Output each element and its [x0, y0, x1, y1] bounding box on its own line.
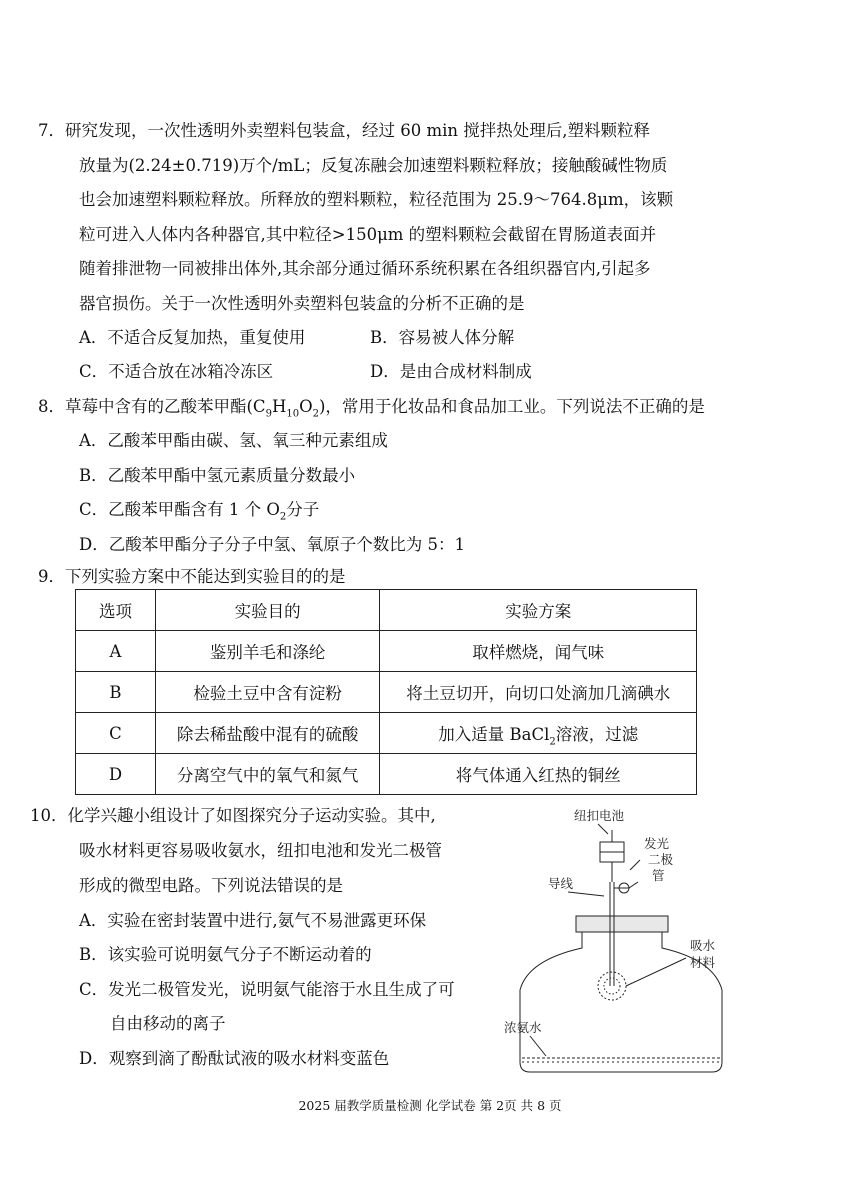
table-row: [76, 631, 697, 672]
header-goal: 实验目的: [155, 590, 380, 631]
q7-option-b: B．容易被人体分解: [370, 328, 515, 347]
q8-option-d: D．乙酸苯甲酯分子分子中氢、氧原子个数比为 5：1: [79, 535, 465, 554]
cell-goal: 检验土豆中含有淀粉: [155, 672, 380, 713]
cell-option: D: [76, 754, 156, 795]
cell-plan: 将气体通入红热的铜丝: [380, 754, 697, 795]
q8-option-a: A．乙酸苯甲酯由碳、氢、氧三种元素组成: [79, 431, 388, 450]
header-plan: 实验方案: [380, 590, 697, 631]
stopper: [576, 916, 668, 932]
label-absorbent-2: 材料: [690, 955, 716, 970]
q8-option-c: C．乙酸苯甲酯含有 1 个 $O_2$分子: [79, 500, 320, 523]
cell-goal: 分离空气中的氧气和氮气: [155, 754, 380, 795]
q10-option-c: C．发光二极管发光，说明氨气能溶于水且生成了可: [79, 980, 455, 999]
q10-stem-line: 10．化学兴趣小组设计了如图探究分子运动实验。其中,: [30, 806, 436, 825]
label-ammonia: 浓氨水: [504, 1020, 542, 1035]
q7-option-c: C．不适合放在冰箱冷冻区: [79, 362, 274, 381]
cell-plan: 取样燃烧，闻气味: [380, 631, 697, 672]
absorbent-material: [598, 972, 626, 1000]
q7-stem-line: 随着排泄物一同被排出体外,其余部分通过循环系统积累在各组织器官内,引起多: [79, 259, 651, 278]
table-row: [76, 713, 697, 754]
q7-option-d: D．是由合成材料制成: [370, 362, 532, 381]
label-led-2: 二极: [648, 852, 674, 867]
page-footer: 2025 届教学质量检测 化学试卷 第 2页 共 8 页: [298, 1098, 562, 1113]
q10-option-b: B．该实验可说明氨气分子不断运动着的: [79, 945, 372, 964]
q7-option-a: A．不适合反复加热，重复使用: [79, 328, 306, 347]
label-absorbent-1: 吸水: [690, 938, 716, 953]
q7-stem-line: 7．研究发现，一次性透明外卖塑料包装盒，经过 60 min 搅拌热处理后,塑料颗粒释: [38, 121, 651, 140]
table-row: [76, 672, 697, 713]
q7-stem-line: 也会加速塑料颗粒释放。所释放的塑料颗粒，粒径范围为 25.9～764.8μm，该颗: [79, 190, 674, 209]
cell-option: B: [76, 672, 156, 713]
q8-stem: 8．草莓中含有的乙酸苯甲酯$(C_9H_{10}O_2)$，常用于化妆品和食品加工业。下列说法不正确的是: [38, 397, 705, 420]
q10-option-d: D．观察到滴了酚酞试液的吸水材料变蓝色: [79, 1049, 390, 1068]
cell-plan: 将土豆切开，向切口处滴加几滴碘水: [380, 672, 697, 713]
q10-stem-line: 吸水材料更容易吸收氨水，纽扣电池和发光二极管: [79, 841, 442, 860]
label-button-battery: 纽扣电池: [574, 808, 625, 823]
label-wire: 导线: [548, 876, 574, 891]
table-row: [76, 754, 697, 795]
cell-goal: 鉴别羊毛和涤纶: [155, 631, 380, 672]
q10-option-a: A．实验在密封装置中进行,氨气不易泄露更环保: [79, 911, 427, 930]
ammonia-experiment-figure: [490, 800, 790, 1080]
q10-option-c-continued: 自由移动的离子: [110, 1014, 226, 1033]
cell-plan: 加入适量 BaCl$_2$溶液，过滤: [380, 713, 697, 754]
q9-stem: 9．下列实验方案中不能达到实验目的的是: [38, 567, 346, 586]
q10-stem-line: 形成的微型电路。下列说法错误的是: [79, 876, 343, 895]
label-led-1: 发光: [644, 836, 670, 851]
q7-stem-line: 放量为(2.24±0.719)万个/mL；反复冻融会加速塑料颗粒释放；接触酸碱性物质: [79, 156, 668, 175]
table-header-row: [76, 590, 697, 631]
label-led-3: 管: [652, 868, 665, 883]
q7-stem-line: 粒可进入人体内各种器官,其中粒径>150μm 的塑料颗粒会截留在胃肠道表面并: [79, 225, 657, 244]
q7-stem-line: 器官损伤。关于一次性透明外卖塑料包装盒的分析不正确的是: [79, 294, 525, 313]
cell-goal: 除去稀盐酸中混有的硫酸: [155, 713, 380, 754]
q8-option-b: B．乙酸苯甲酯中氢元素质量分数最小: [79, 466, 356, 485]
cell-option: A: [76, 631, 156, 672]
cell-option: C: [76, 713, 156, 754]
header-option: 选项: [76, 590, 156, 631]
experiment-table: [75, 589, 697, 795]
